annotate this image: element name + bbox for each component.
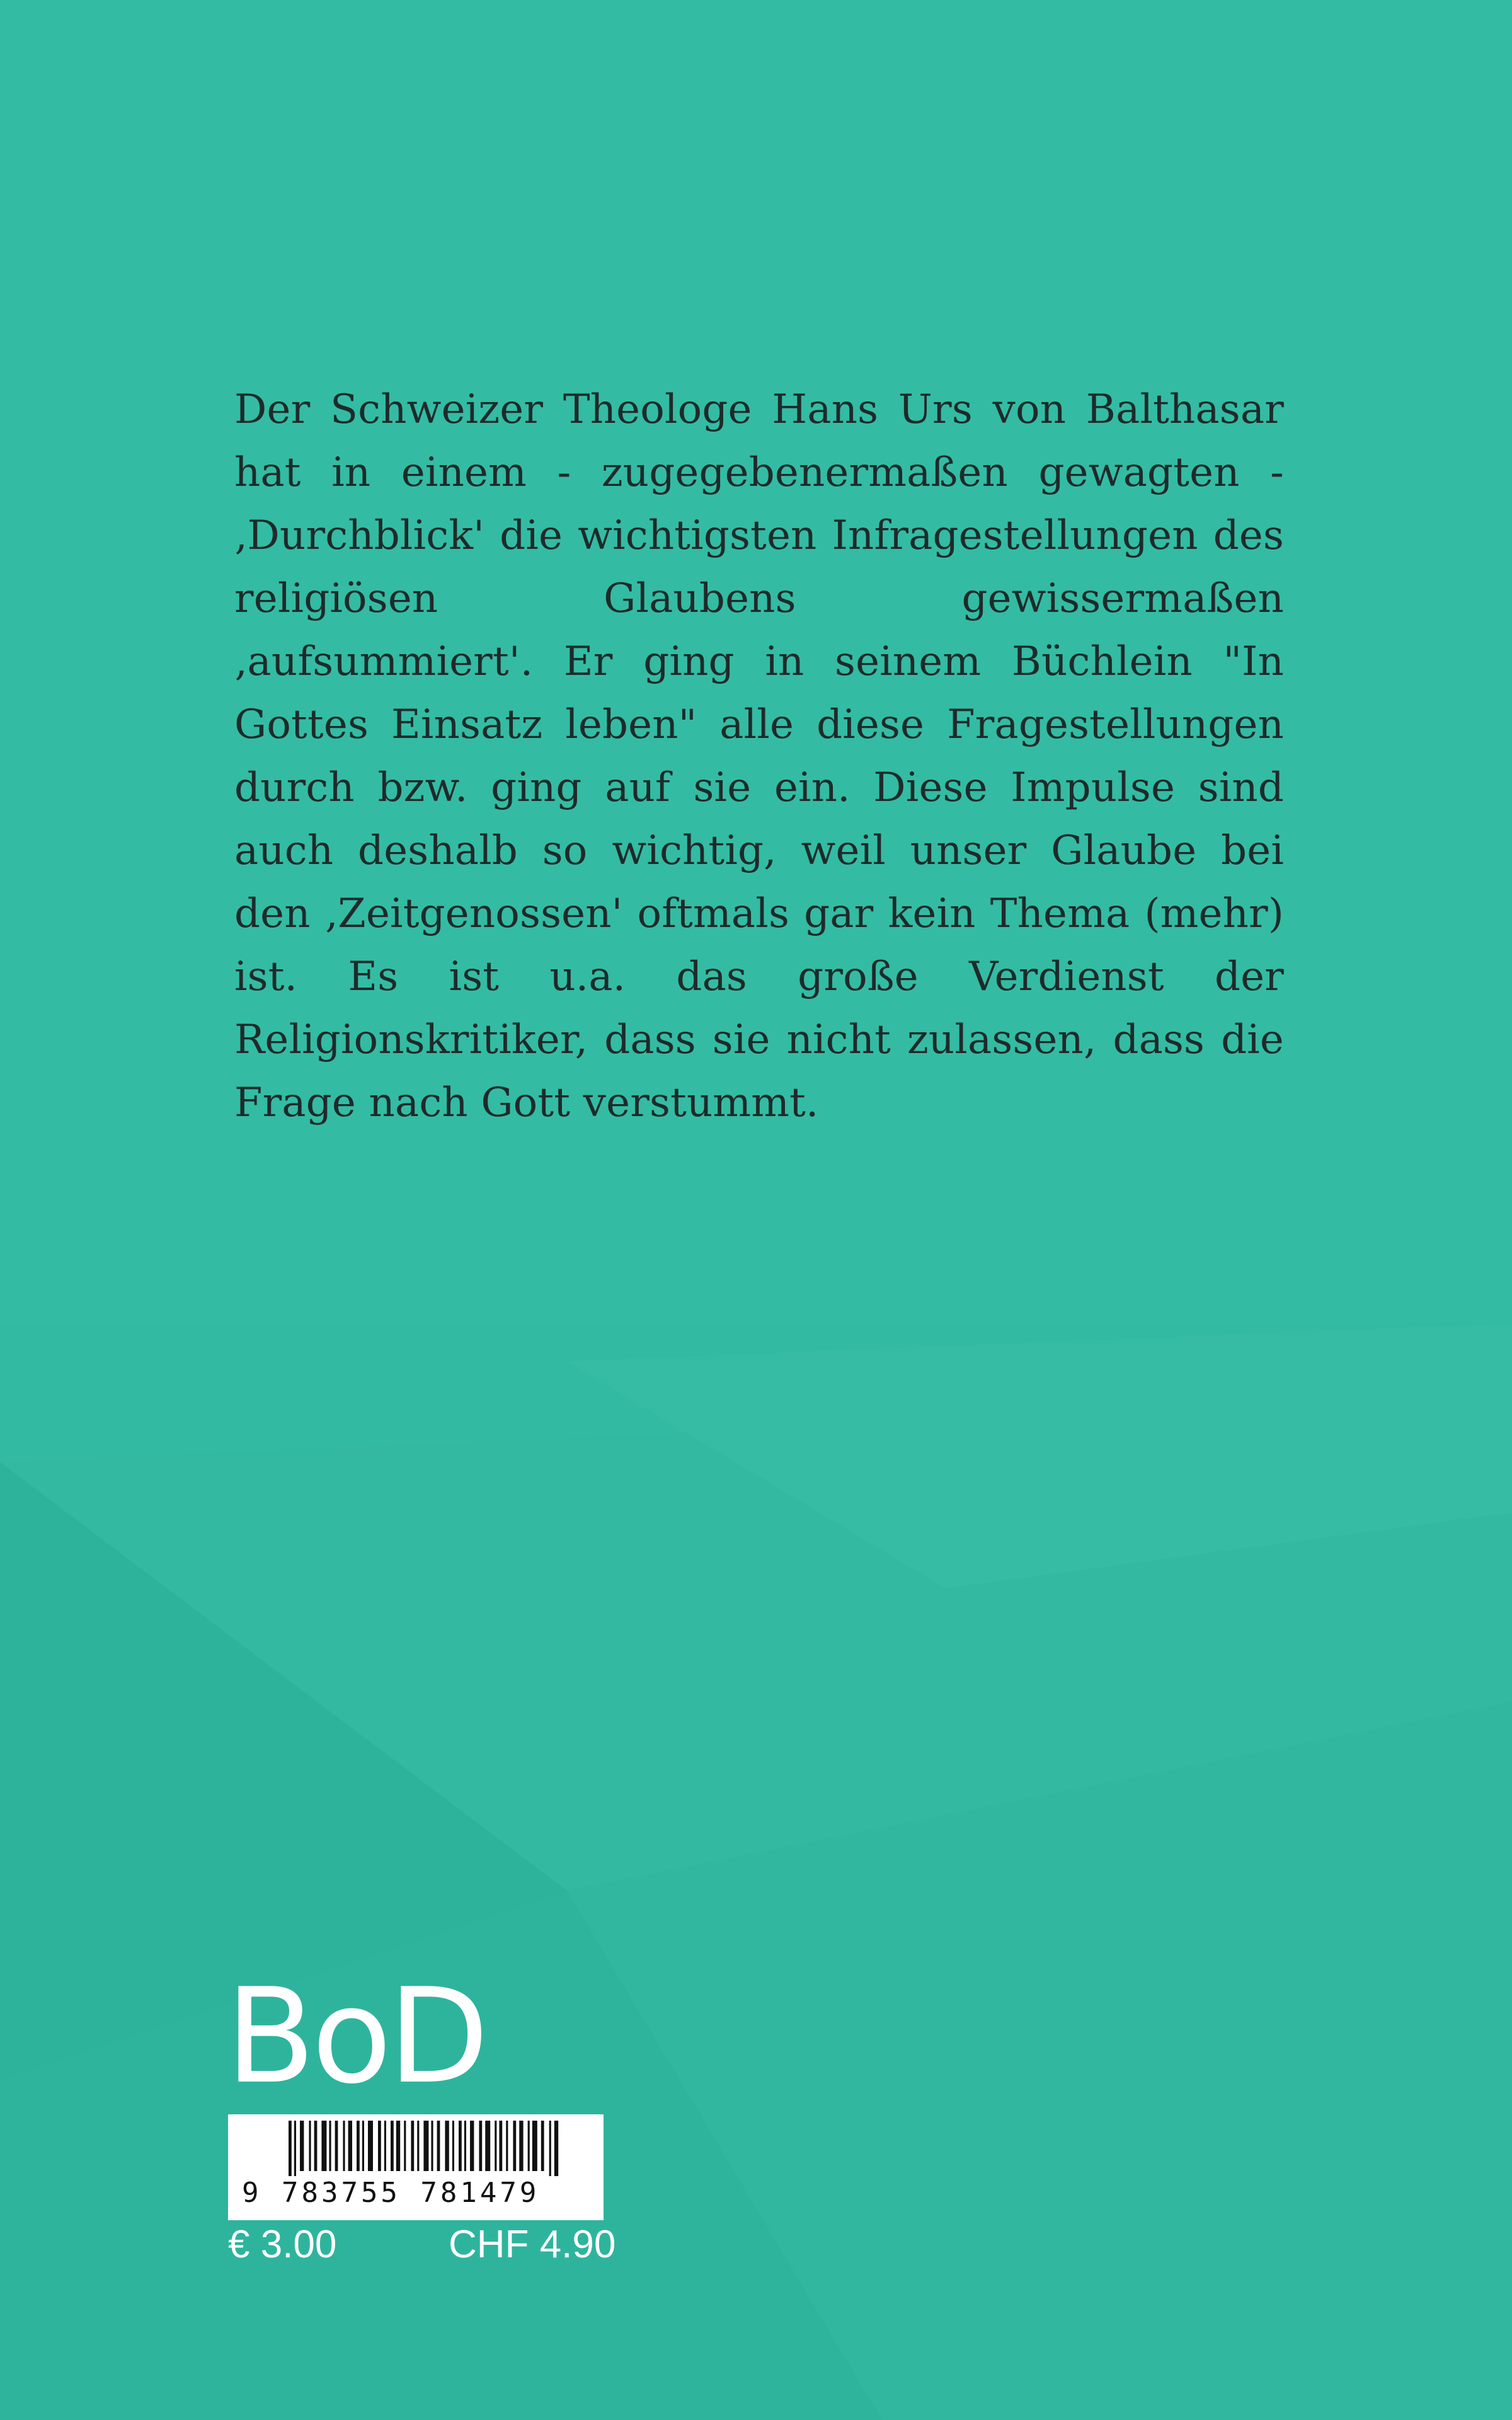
barcode-bar	[411, 2121, 414, 2171]
barcode-bar	[329, 2121, 331, 2171]
barcode-bar	[417, 2121, 419, 2171]
barcode-bar	[368, 2121, 373, 2171]
price-eur: € 3.00	[228, 2223, 337, 2266]
back-cover-blurb: Der Schweizer Theologe Hans Urs von Balthasar hat in einem - zugegebenermaßen gewagten - ‚Durchblick' die wichtigsten Infragestellungen des religiösen Glaubens gewissermaßen ‚aufsummiert'. Er ging in seinem Büchlein "In Gottes Einsatz leben" alle diese Fragestellungen durch bzw. ging auf sie ein. Diese Impulse sind auch deshalb so wichtig, weil unser Glaube bei den ‚Zeitgenossen' oftmals gar kein Thema (mehr) ist. Es ist u.a. das große Verdienst der Religionskritiker, dass sie nicht zulassen, dass die Frage nach Gott verstummt.	[234, 386, 1284, 1126]
isbn-barcode	[228, 2114, 604, 2220]
barcode-bar	[495, 2121, 496, 2171]
price-chf: CHF 4.90	[449, 2223, 616, 2266]
barcode-bar	[506, 2121, 508, 2171]
barcode-bar	[532, 2121, 537, 2171]
barcode-bar	[479, 2121, 482, 2171]
barcode-bar	[485, 2121, 490, 2171]
barcode-bar	[357, 2121, 360, 2171]
isbn-digits: 9 783755 781479	[242, 2177, 540, 2209]
barcode-bar	[519, 2121, 523, 2171]
barcode-bar	[314, 2121, 318, 2171]
barcode-bar	[452, 2121, 454, 2171]
barcode-bar	[362, 2121, 364, 2171]
barcode-bar	[470, 2121, 474, 2171]
barcode-bar	[289, 2121, 292, 2176]
barcode-bar	[554, 2121, 558, 2176]
barcode-bar	[321, 2121, 326, 2171]
barcode-bar	[423, 2121, 428, 2171]
barcode-bar	[309, 2121, 311, 2171]
cover-lower-panel	[0, 1323, 1512, 2420]
barcode-bar	[404, 2121, 406, 2171]
barcode-bar	[384, 2121, 386, 2171]
barcode-bar	[391, 2121, 394, 2171]
barcode-bar	[378, 2121, 381, 2171]
barcode-bar	[343, 2121, 345, 2171]
barcode-bar	[437, 2121, 440, 2171]
barcode-bar	[335, 2121, 338, 2171]
barcode-bar	[549, 2121, 551, 2176]
barcode-bar	[513, 2121, 516, 2171]
barcode-bar	[499, 2121, 502, 2171]
barcode-bar	[528, 2121, 530, 2171]
barcode-bar	[396, 2121, 400, 2171]
barcode-bar	[348, 2121, 352, 2171]
barcode-bar	[431, 2121, 433, 2171]
background-facets	[0, 1323, 1512, 2420]
barcode-bar	[464, 2121, 466, 2171]
barcode-bars	[228, 2114, 604, 2177]
barcode-bar	[459, 2121, 462, 2171]
barcode-bar	[294, 2121, 296, 2176]
barcode-bar	[541, 2121, 544, 2171]
publisher-logo: BoD	[226, 1961, 486, 2113]
barcode-bar	[300, 2121, 304, 2171]
barcode-bar	[445, 2121, 449, 2171]
